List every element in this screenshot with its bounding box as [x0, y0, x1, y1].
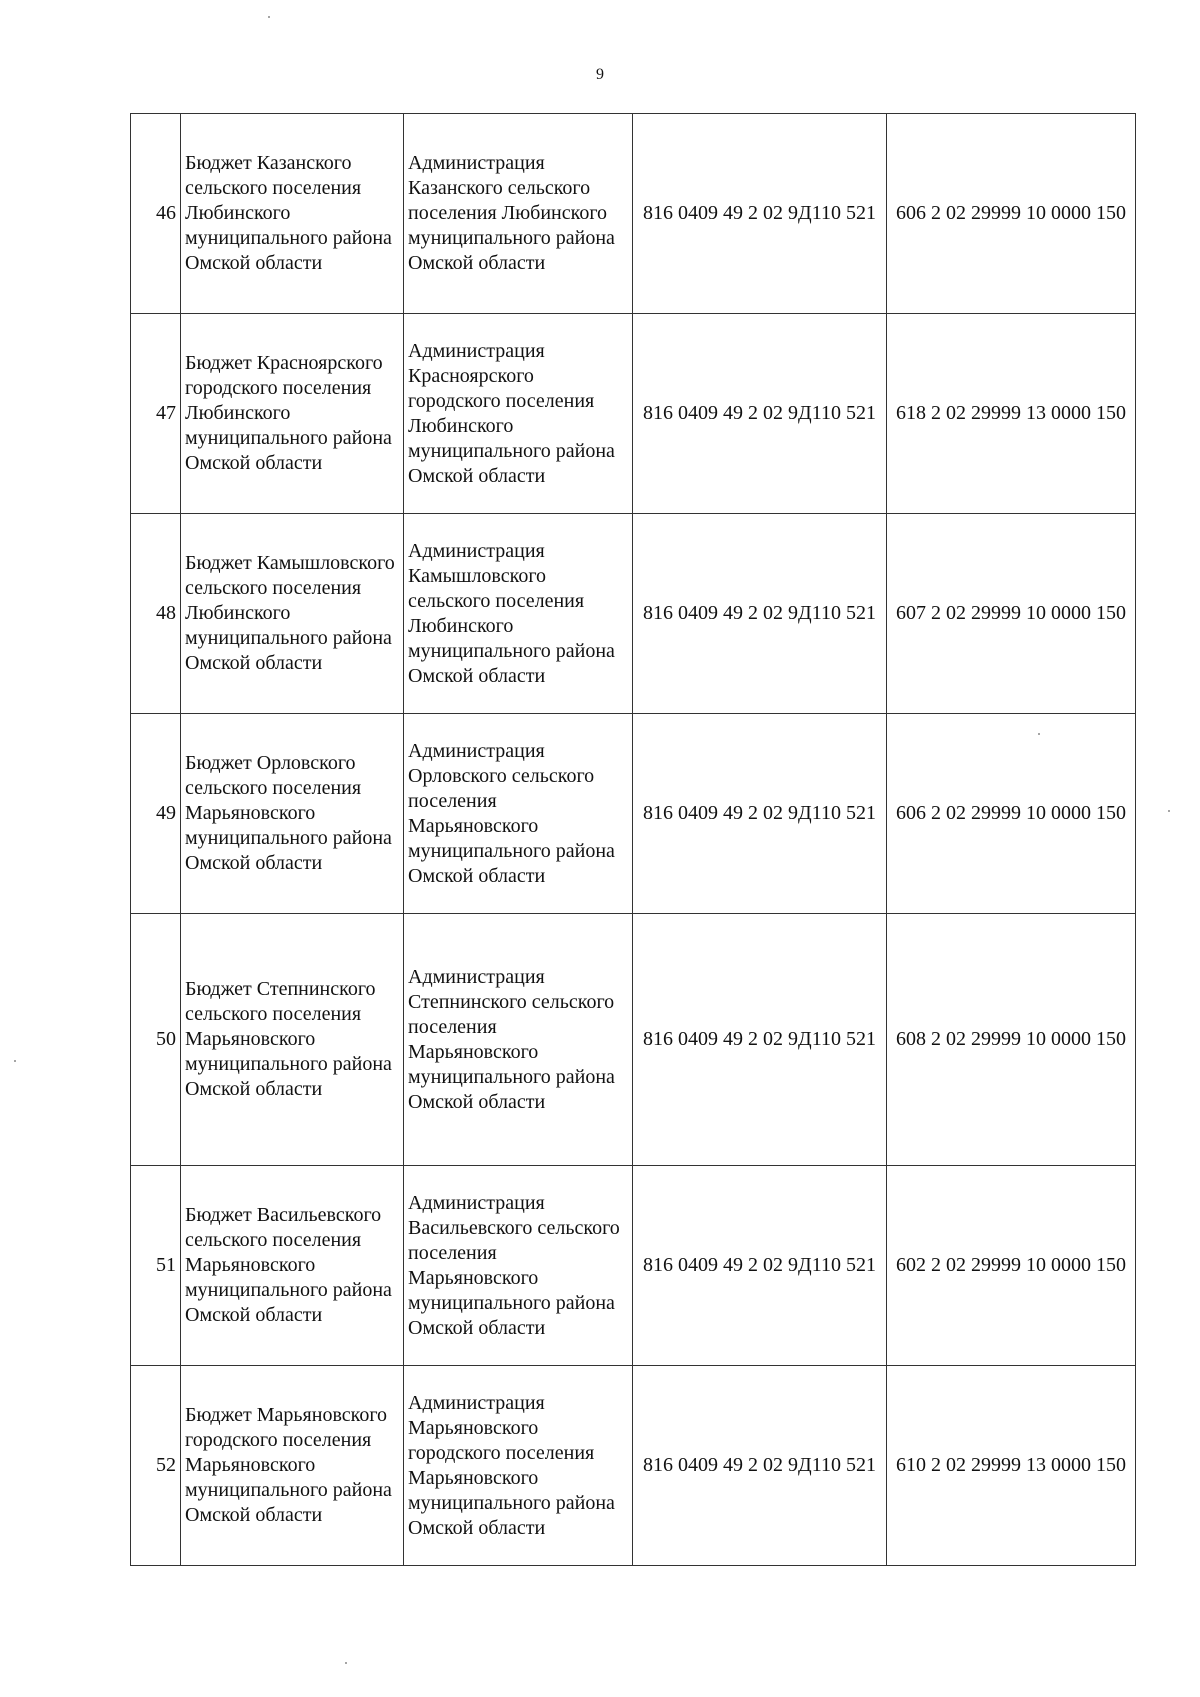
expense-code-cell: 816 0409 49 2 02 9Д110 521	[633, 1166, 887, 1366]
row-number: 52	[131, 1366, 181, 1566]
budget-name-cell: Бюджет Васильевского сельского поселения Марьяновского муниципального района Омской области	[181, 1166, 404, 1366]
table-row	[131, 514, 1136, 714]
administrator-cell: Администрация Васильевского сельского поселения Марьяновского муниципального района Омской области	[404, 1166, 633, 1366]
administrator-cell: Администрация Красноярского городского поселения Любинского муниципального района Омской области	[404, 314, 633, 514]
table-row	[131, 114, 1136, 314]
expense-code-cell: 816 0409 49 2 02 9Д110 521	[633, 314, 887, 514]
budget-name-cell: Бюджет Красноярского городского поселения Любинского муниципального района Омской области	[181, 314, 404, 514]
page-number: 9	[596, 66, 604, 83]
expense-code-cell: 816 0409 49 2 02 9Д110 521	[633, 1366, 887, 1566]
scan-speck	[268, 16, 270, 18]
budget-name-cell: Бюджет Марьяновского городского поселения Марьяновского муниципального района Омской области	[181, 1366, 404, 1566]
revenue-code-cell: 607 2 02 29999 10 0000 150	[887, 514, 1136, 714]
administrator-cell: Администрация Орловского сельского поселения Марьяновского муниципального района Омской области	[404, 714, 633, 914]
row-number: 47	[131, 314, 181, 514]
table-row	[131, 914, 1136, 1166]
revenue-code-cell: 606 2 02 29999 10 0000 150	[887, 114, 1136, 314]
expense-code-cell: 816 0409 49 2 02 9Д110 521	[633, 514, 887, 714]
revenue-code-cell: 610 2 02 29999 13 0000 150	[887, 1366, 1136, 1566]
scan-speck	[1168, 810, 1170, 812]
budget-name-cell: Бюджет Степнинского сельского поселения Марьяновского муниципального района Омской области	[181, 914, 404, 1166]
budget-name-cell: Бюджет Камышловского сельского поселения Любинского муниципального района Омской области	[181, 514, 404, 714]
table-row	[131, 1366, 1136, 1566]
administrator-cell: Администрация Степнинского сельского поселения Марьяновского муниципального района Омской области	[404, 914, 633, 1166]
row-number: 46	[131, 114, 181, 314]
row-number: 51	[131, 1166, 181, 1366]
row-number: 48	[131, 514, 181, 714]
scan-speck	[345, 1662, 347, 1664]
revenue-code-cell: 606 2 02 29999 10 0000 150	[887, 714, 1136, 914]
expense-code-cell: 816 0409 49 2 02 9Д110 521	[633, 714, 887, 914]
administrator-cell: Администрация Марьяновского городского поселения Марьяновского муниципального района Омской области	[404, 1366, 633, 1566]
revenue-code-cell: 602 2 02 29999 10 0000 150	[887, 1166, 1136, 1366]
scan-speck	[14, 1060, 16, 1062]
row-number: 50	[131, 914, 181, 1166]
table-row	[131, 314, 1136, 514]
expense-code-cell: 816 0409 49 2 02 9Д110 521	[633, 914, 887, 1166]
revenue-code-cell: 618 2 02 29999 13 0000 150	[887, 314, 1136, 514]
expense-code-cell: 816 0409 49 2 02 9Д110 521	[633, 114, 887, 314]
budget-name-cell: Бюджет Орловского сельского поселения Марьяновского муниципального района Омской области	[181, 714, 404, 914]
table-row	[131, 1166, 1136, 1366]
budget-name-cell: Бюджет Казанского сельского поселения Любинского муниципального района Омской области	[181, 114, 404, 314]
table-row	[131, 714, 1136, 914]
scan-speck	[1038, 733, 1040, 735]
row-number: 49	[131, 714, 181, 914]
administrator-cell: Администрация Камышловского сельского поселения Любинского муниципального района Омской области	[404, 514, 633, 714]
revenue-code-cell: 608 2 02 29999 10 0000 150	[887, 914, 1136, 1166]
budget-table	[130, 113, 1136, 1566]
administrator-cell: Администрация Казанского сельского поселения Любинского муниципального района Омской области	[404, 114, 633, 314]
